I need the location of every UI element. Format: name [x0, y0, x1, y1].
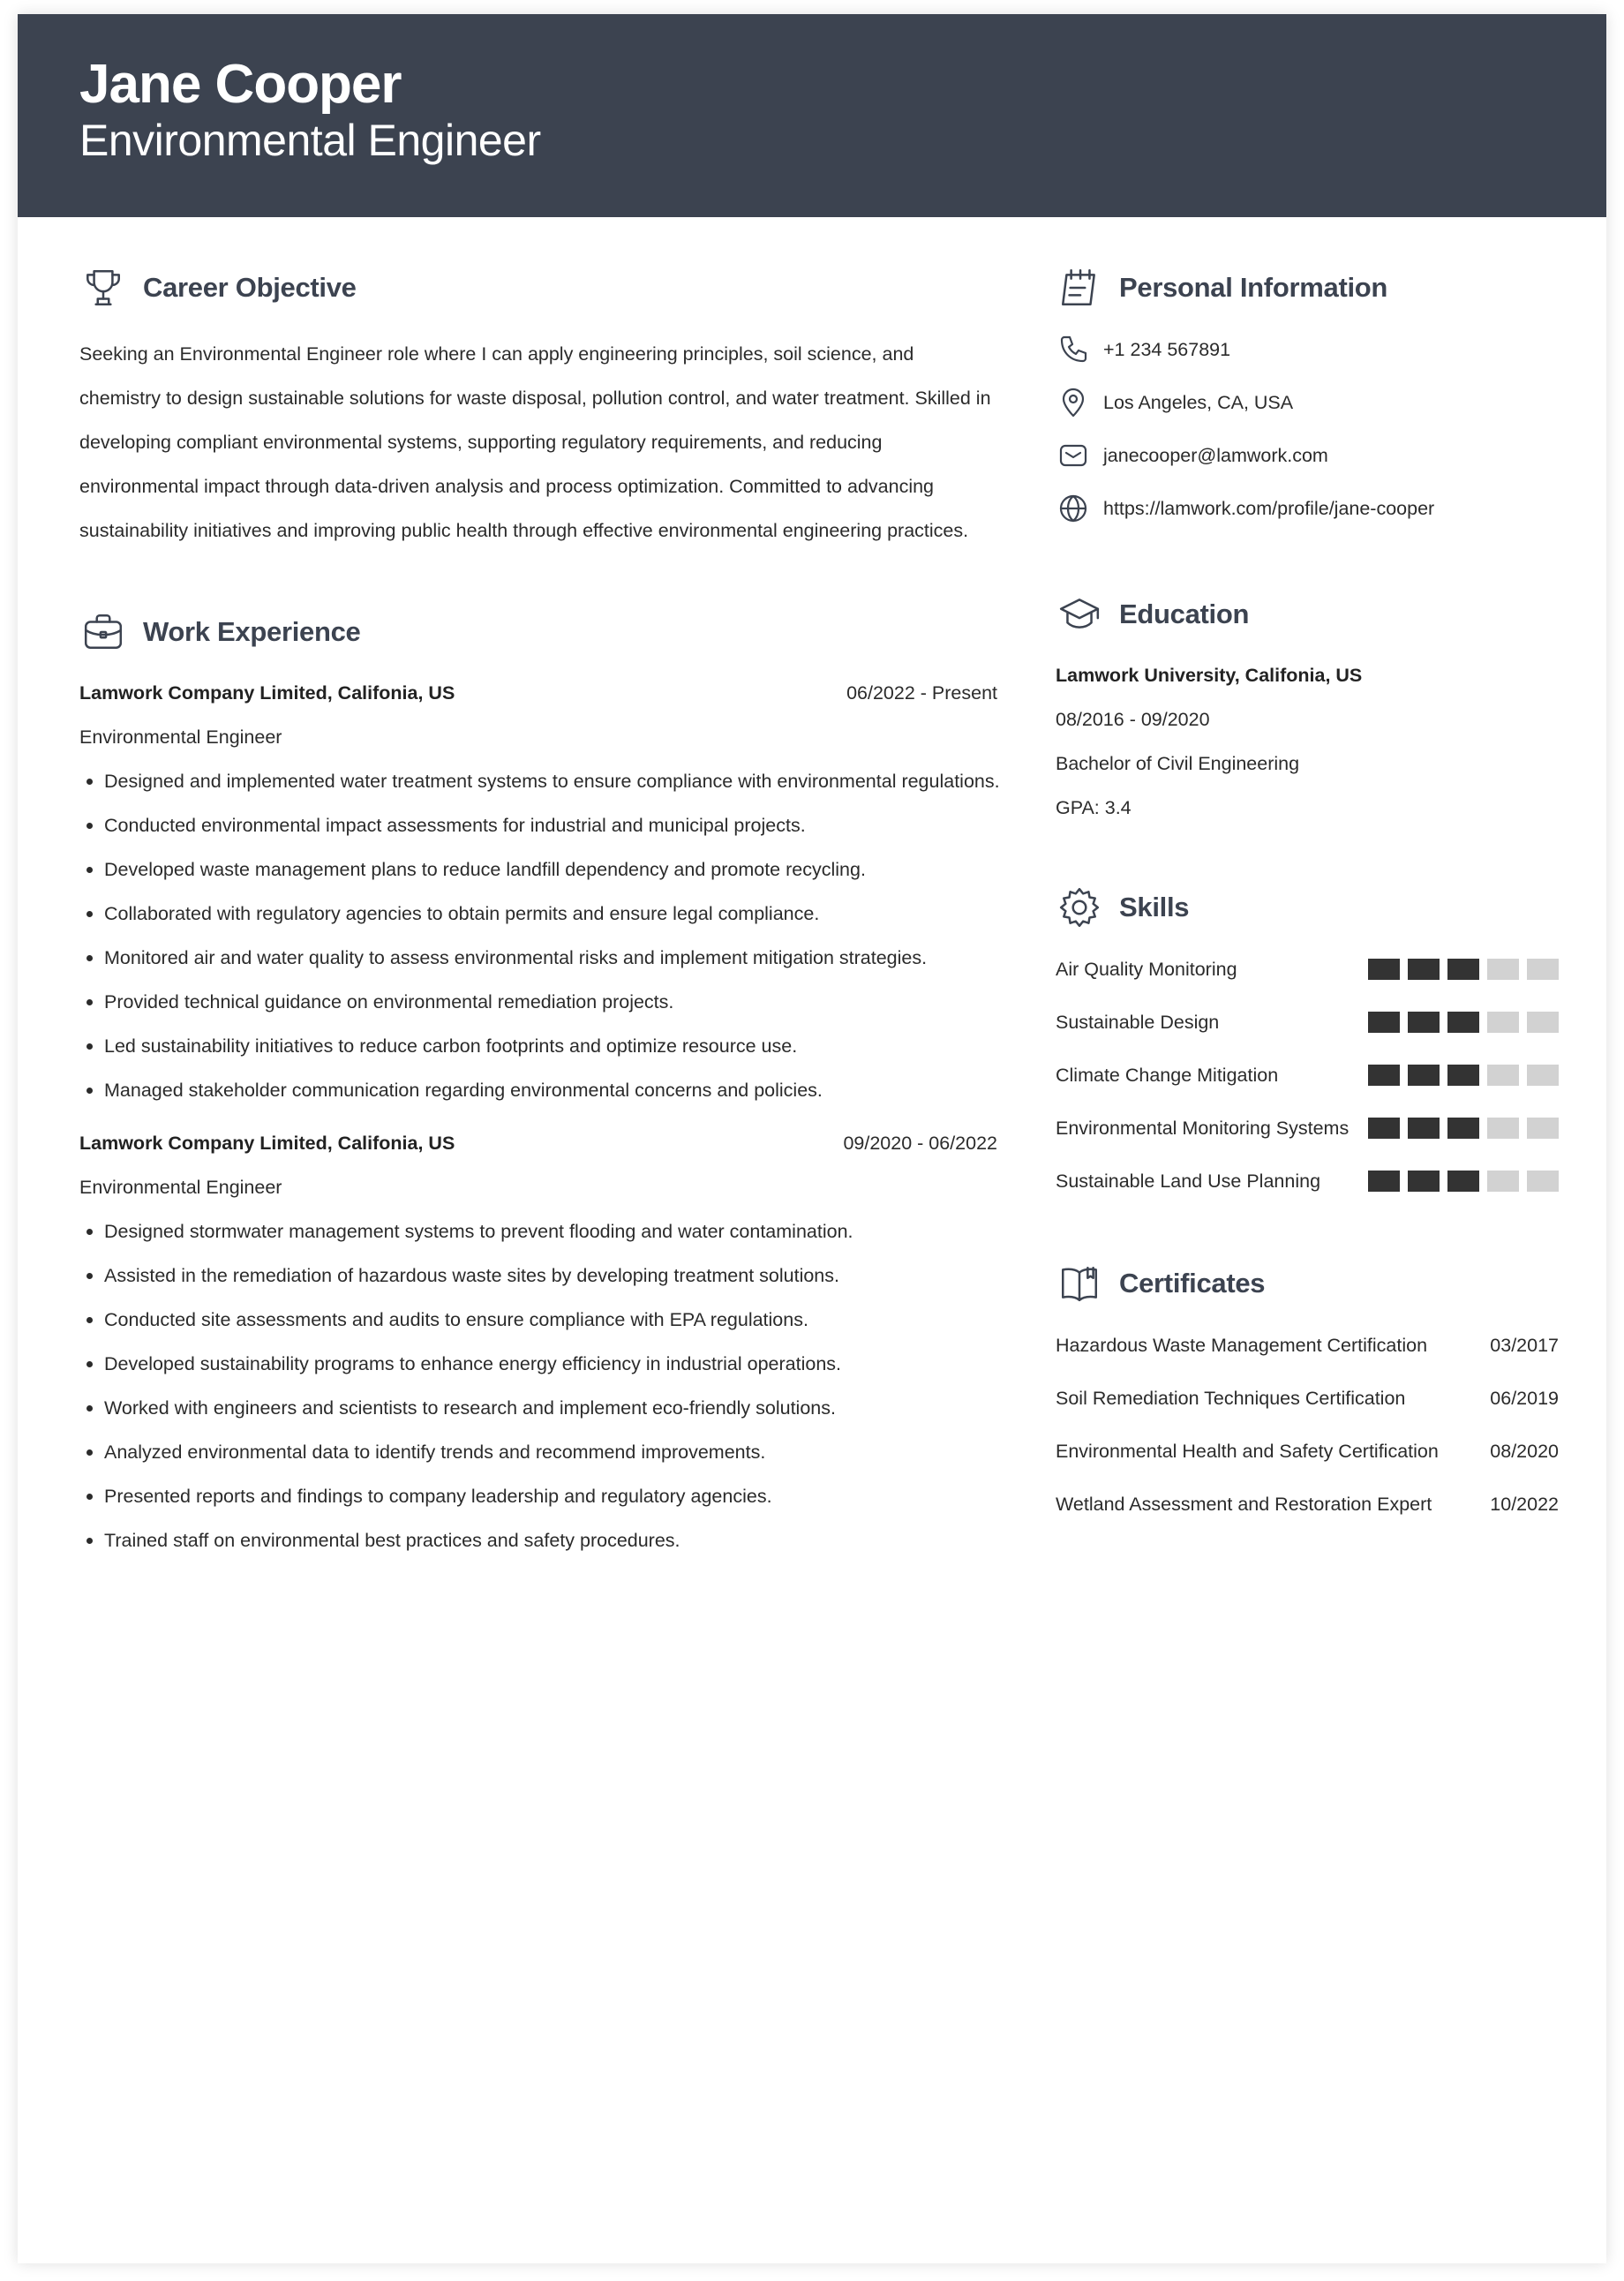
right-column — [1056, 261, 1559, 1531]
section-header — [1056, 1257, 1559, 1310]
skill-segment-filled — [1368, 1171, 1400, 1192]
certificate-row — [1056, 1319, 1559, 1372]
skill-segment-empty — [1487, 959, 1519, 980]
globe-icon — [1056, 491, 1091, 526]
education-entry — [1056, 653, 1559, 830]
personal-information-section — [1056, 261, 1559, 535]
skill-segment-filled — [1368, 1012, 1400, 1033]
job-date: 06/2022 - Present — [846, 681, 997, 704]
certificate-row — [1056, 1425, 1559, 1478]
job-bullet: Presented reports and findings to company leadership and regulatory agencies. — [79, 1474, 997, 1518]
skill-segment-filled — [1447, 1118, 1479, 1139]
left-column — [79, 261, 1000, 1562]
website-row — [1056, 482, 1559, 535]
personal-info-list — [1056, 323, 1559, 535]
notepad-icon — [1056, 264, 1103, 312]
job-company: Lamwork Company Limited, Califonia, US — [79, 1132, 455, 1154]
skill-segment-empty — [1527, 1065, 1559, 1086]
skill-name: Air Quality Monitoring — [1056, 958, 1237, 980]
skill-segment-filled — [1368, 959, 1400, 980]
certificate-date: 10/2022 — [1490, 1493, 1559, 1515]
phone-icon — [1056, 332, 1091, 367]
skill-segment-filled — [1408, 1118, 1440, 1139]
skill-row — [1056, 996, 1559, 1049]
phone-text: +1 234 567891 — [1103, 338, 1231, 360]
candidate-title: Environmental Engineer — [79, 116, 541, 165]
section-title: Education — [1119, 598, 1250, 629]
section-header — [1056, 588, 1559, 641]
job-bullet: Conducted site assessments and audits to ensure compliance with EPA regulations. — [79, 1298, 997, 1342]
skill-name: Sustainable Land Use Planning — [1056, 1170, 1321, 1192]
skills-list — [1056, 943, 1559, 1208]
certificate-row — [1056, 1372, 1559, 1425]
certificate-name: Wetland Assessment and Restoration Expert — [1056, 1493, 1432, 1515]
location-row — [1056, 376, 1559, 429]
certificate-date: 03/2017 — [1490, 1334, 1559, 1356]
skill-name: Environmental Monitoring Systems — [1056, 1117, 1350, 1139]
resume-header — [18, 14, 1606, 217]
gear-icon — [1056, 884, 1103, 931]
job-bullet: Assisted in the remediation of hazardous waste sites by developing treatment solutions. — [79, 1253, 997, 1298]
graduation-cap-icon — [1056, 591, 1103, 638]
certificate-name: Environmental Health and Safety Certification — [1056, 1440, 1439, 1462]
job-role: Environmental Engineer — [79, 1177, 282, 1198]
skill-segment-filled — [1447, 1171, 1479, 1192]
job-bullet: Managed stakeholder communication regarding environmental concerns and policies. — [79, 1068, 997, 1112]
education-section — [1056, 588, 1559, 830]
location-text: Los Angeles, CA, USA — [1103, 391, 1294, 413]
certificate-date: 06/2019 — [1490, 1387, 1559, 1409]
email-text: janecooper@lamwork.com — [1103, 444, 1328, 466]
job-date: 09/2020 - 06/2022 — [843, 1132, 997, 1154]
section-title: Certificates — [1119, 1268, 1266, 1299]
skill-segment-filled — [1447, 1012, 1479, 1033]
job-bullets — [79, 1209, 997, 1562]
skill-segment-empty — [1527, 1118, 1559, 1139]
section-header — [79, 606, 997, 659]
certificates-section — [1056, 1257, 1559, 1531]
skill-segment-filled — [1408, 1171, 1440, 1192]
briefcase-icon — [79, 608, 127, 656]
job-bullet: Provided technical guidance on environmental remediation projects. — [79, 980, 997, 1024]
section-title: Work Experience — [143, 616, 361, 647]
skill-level-bar — [1368, 1118, 1559, 1139]
website-text: https://lamwork.com/profile/jane-cooper — [1103, 497, 1435, 519]
education-dates: 08/2016 - 09/2020 — [1056, 709, 1210, 730]
section-header — [79, 261, 997, 314]
skill-row — [1056, 1102, 1559, 1155]
objective-text: Seeking an Environmental Engineer role where I can apply engineering principles, soil science, and chemistry to design sustainable solutions for waste disposal, pollution control, and water treatment. Skilled in developing compliant environmental systems, supporting regulatory requirements, and reducing environmental impact through data-driven analysis and process optimization. Committed to advancing sustainability initiatives and improving public health through effective environmental engineering practices. — [79, 343, 991, 541]
skill-name: Climate Change Mitigation — [1056, 1064, 1279, 1086]
job-header — [79, 1121, 997, 1165]
email-row — [1056, 429, 1559, 482]
section-title: Skills — [1119, 892, 1190, 922]
section-header — [1056, 261, 1559, 314]
job-bullet: Conducted environmental impact assessments for industrial and municipal projects. — [79, 803, 997, 847]
work-experience-section — [79, 606, 1000, 1562]
job-bullet: Collaborated with regulatory agencies to obtain permits and ensure legal compliance. — [79, 892, 997, 936]
skill-segment-filled — [1408, 959, 1440, 980]
job-header — [79, 671, 997, 715]
job-bullet: Worked with engineers and scientists to research and implement eco-friendly solutions. — [79, 1386, 997, 1430]
certificate-name: Soil Remediation Techniques Certification — [1056, 1387, 1406, 1409]
job-company: Lamwork Company Limited, Califonia, US — [79, 681, 455, 704]
skill-segment-filled — [1408, 1012, 1440, 1033]
skill-level-bar — [1368, 959, 1559, 980]
job-bullet: Trained staff on environmental best practices and safety procedures. — [79, 1518, 997, 1562]
certificate-date: 08/2020 — [1490, 1440, 1559, 1462]
job-bullet: Developed sustainability programs to enhance energy efficiency in industrial operations. — [79, 1342, 997, 1386]
book-icon — [1056, 1260, 1103, 1307]
certificates-list — [1056, 1319, 1559, 1531]
skill-row — [1056, 1049, 1559, 1102]
job-bullet: Developed waste management plans to reduce landfill dependency and promote recycling. — [79, 847, 997, 892]
skills-section — [1056, 881, 1559, 1208]
location-pin-icon — [1056, 385, 1091, 420]
trophy-icon — [79, 264, 127, 312]
job-bullet: Designed and implemented water treatment systems to ensure compliance with environmental regulations. — [79, 759, 997, 803]
skill-segment-empty — [1527, 1012, 1559, 1033]
skill-level-bar — [1368, 1171, 1559, 1192]
resume-page — [18, 14, 1606, 2263]
skill-segment-filled — [1447, 1065, 1479, 1086]
phone-row — [1056, 323, 1559, 376]
job-bullet: Led sustainability initiatives to reduce carbon footprints and optimize resource use. — [79, 1024, 997, 1068]
education-gpa: GPA: 3.4 — [1056, 797, 1132, 818]
skill-segment-empty — [1487, 1065, 1519, 1086]
skill-segment-filled — [1368, 1065, 1400, 1086]
skill-segment-filled — [1368, 1118, 1400, 1139]
job-bullet: Designed stormwater management systems to prevent flooding and water contamination. — [79, 1209, 997, 1253]
mail-icon — [1056, 438, 1091, 473]
skill-segment-empty — [1487, 1171, 1519, 1192]
job-bullet: Monitored air and water quality to assess environmental risks and implement mitigation strategies. — [79, 936, 997, 980]
skill-level-bar — [1368, 1012, 1559, 1033]
skill-segment-empty — [1487, 1118, 1519, 1139]
skill-segment-empty — [1527, 1171, 1559, 1192]
skill-name: Sustainable Design — [1056, 1011, 1220, 1033]
skill-segment-filled — [1447, 959, 1479, 980]
skill-level-bar — [1368, 1065, 1559, 1086]
section-header — [1056, 881, 1559, 934]
job-bullet: Analyzed environmental data to identify trends and recommend improvements. — [79, 1430, 997, 1474]
skill-row — [1056, 943, 1559, 996]
certificate-row — [1056, 1478, 1559, 1531]
education-school: Lamwork University, Califonia, US — [1056, 665, 1363, 686]
section-title: Career Objective — [143, 272, 357, 303]
career-objective-section — [79, 261, 997, 553]
skill-segment-empty — [1527, 959, 1559, 980]
certificate-name: Hazardous Waste Management Certification — [1056, 1334, 1428, 1356]
skill-segment-empty — [1487, 1012, 1519, 1033]
section-title: Personal Information — [1119, 272, 1388, 303]
job-bullets — [79, 759, 1000, 1112]
job-entry — [79, 1121, 997, 1562]
job-role: Environmental Engineer — [79, 726, 282, 748]
candidate-name: Jane Cooper — [79, 54, 402, 115]
skill-row — [1056, 1155, 1559, 1208]
job-entry — [79, 671, 1000, 1112]
skill-segment-filled — [1408, 1065, 1440, 1086]
education-degree: Bachelor of Civil Engineering — [1056, 753, 1300, 774]
